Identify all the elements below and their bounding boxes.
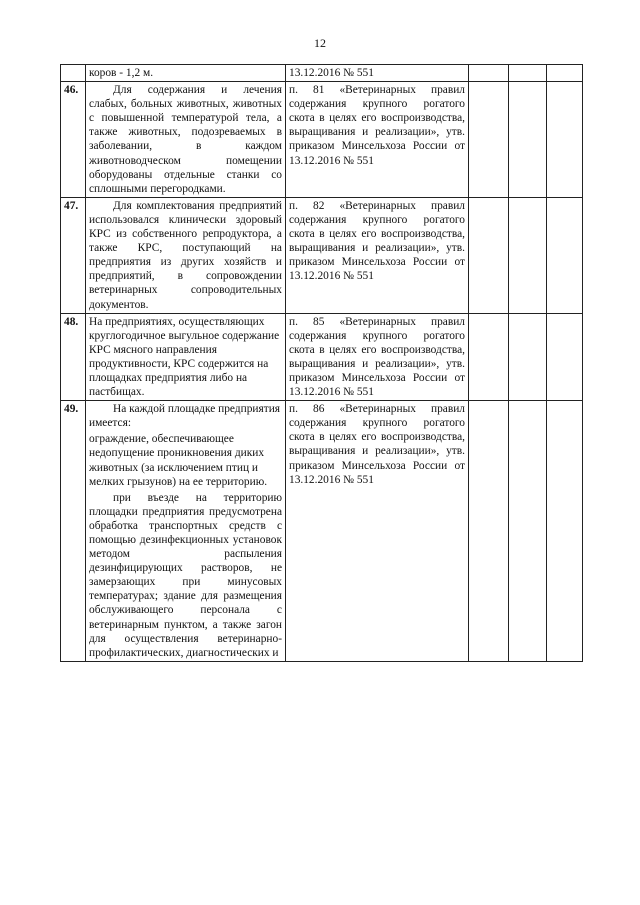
row-number: 48. (61, 313, 86, 401)
answer-yes-cell[interactable] (469, 197, 509, 313)
checklist-table (60, 64, 583, 662)
reference-cell: п. 82 «Ветеринарных правил содержания крупного рогатого скота в целях его воспроизводства, выращивания и реализации», утв. приказом Минсельхоза России от 13.12.2016 № 551 (286, 197, 469, 313)
requirement-cell (86, 401, 286, 662)
requirement-cell (86, 313, 286, 401)
requirement-text: коров - 1,2 м. (89, 67, 154, 79)
answer-no-cell[interactable] (509, 197, 547, 313)
answer-na-cell[interactable] (547, 313, 583, 401)
answer-yes-cell[interactable] (469, 313, 509, 401)
reference-cell: п. 85 «Ветеринарных правил содержания крупного рогатого скота в целях его воспроизводства, выращивания и реализации», утв. приказом Минсельхоза России от 13.12.2016 № 551 (286, 313, 469, 401)
row-number: 49. (61, 401, 86, 662)
answer-yes-cell[interactable] (469, 401, 509, 662)
page-number: 12 (314, 36, 326, 50)
requirement-text: Для комплектования предприятий использовался клинически здоровый КРС из собственного репродуктора, а также КРС, поступающий на предприятия из других хозяйств и предприятий, в сопровождении ветеринарных сопроводительных документов. (89, 199, 282, 311)
requirement-cell (86, 65, 286, 82)
table-row (61, 313, 583, 401)
table-row (61, 82, 583, 198)
answer-no-cell[interactable] (509, 313, 547, 401)
answer-na-cell[interactable] (547, 65, 583, 82)
row-number: 46. (61, 82, 86, 198)
table-row (61, 65, 583, 82)
row-number: 47. (61, 197, 86, 313)
answer-na-cell[interactable] (547, 197, 583, 313)
requirement-text: при въезде на территорию площадки предприятия предусмотрена обработка транспортных средств с помощью дезинфекционных установок методом распыления дезинфицирующих растворов, не замерзающих при минусовых температурах; здание для размещения обслуживающего персонала с ветеринарным пунктом, а также загон для осуществления ветеринарно-профилактических, диагностических и (89, 491, 282, 659)
requirement-text: На каждой площадке предприятия имеется: (89, 403, 281, 430)
table-row (61, 197, 583, 313)
answer-yes-cell[interactable] (469, 65, 509, 82)
answer-na-cell[interactable] (547, 401, 583, 662)
reference-cell: п. 81 «Ветеринарных правил содержания крупного рогатого скота в целях его воспроизводства, выращивания и реализации», утв. приказом Минсельхоза России от 13.12.2016 № 551 (286, 82, 469, 198)
answer-no-cell[interactable] (509, 401, 547, 662)
table-row (61, 401, 583, 662)
answer-no-cell[interactable] (509, 65, 547, 82)
requirement-cell (86, 197, 286, 313)
requirement-text: ограждение, обеспечивающее недопущение проникновения диких животных (за исключением птиц и мелких грызунов) на ее территорию. (89, 433, 268, 488)
reference-cell: 13.12.2016 № 551 (286, 65, 469, 82)
requirement-cell (86, 82, 286, 198)
answer-yes-cell[interactable] (469, 82, 509, 198)
requirement-text: На предприятиях, осуществляющих круглогодичное выгульное содержание КРС мясного направления продуктивности, КРС содержится на площадках предприятия либо на пастбищах. (89, 315, 280, 399)
answer-na-cell[interactable] (547, 82, 583, 198)
requirement-text: Для содержания и лечения слабых, больных животных, животных с повышенной температурой тела, а также животных, подозреваемых в заболевании, в каждом животноводческом помещении оборудованы отдельные станки со сплошными перегородками. (89, 84, 282, 195)
answer-no-cell[interactable] (509, 82, 547, 198)
row-number (61, 65, 86, 82)
reference-cell: п. 86 «Ветеринарных правил содержания крупного рогатого скота в целях его воспроизводства, выращивания и реализации», утв. приказом Минсельхоза России от 13.12.2016 № 551 (286, 401, 469, 662)
